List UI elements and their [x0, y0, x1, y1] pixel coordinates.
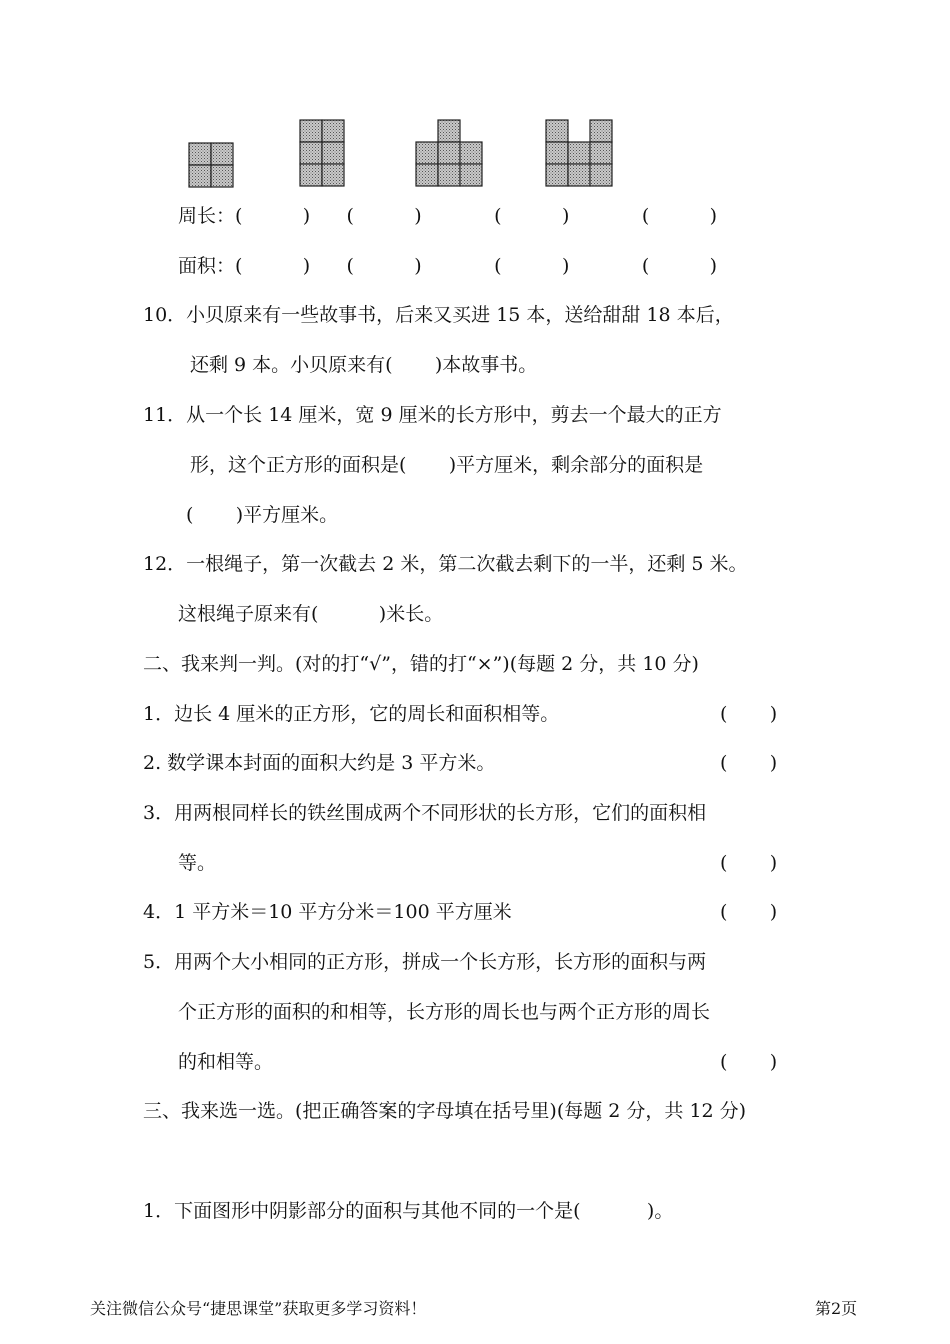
- area-row: 面积：( ) ( ) ( ) ( ): [178, 255, 718, 277]
- judge-5-answer-paren: ( ): [720, 1051, 778, 1073]
- grid-cell: [590, 120, 612, 142]
- judge-1: 1．边长 4 厘米的正方形，它的周长和面积相等。: [143, 703, 560, 725]
- grid-shape-1: [186, 140, 236, 190]
- judge-5-line-2: 个正方形的面积的和相等，长方形的周长也与两个正方形的周长: [178, 1001, 711, 1023]
- judge-3-answer-paren: ( ): [720, 852, 778, 874]
- perimeter-row: 周长：( ) ( ) ( ) ( ): [178, 205, 718, 227]
- grid-cell: [546, 164, 568, 186]
- grid-cell: [590, 164, 612, 186]
- grid-cell: [300, 164, 322, 186]
- grid-cell: [590, 142, 612, 164]
- judge-5-line-3: 的和相等。: [178, 1051, 274, 1073]
- grid-cell: [300, 142, 322, 164]
- footer-note: 关注微信公众号“捷思课堂”获取更多学习资料！: [90, 1299, 427, 1318]
- question-12-line-1: 12．一根绳子，第一次截去 2 米，第二次截去剩下的一半，还剩 5 米。: [143, 553, 748, 575]
- grid-shape-3: [413, 117, 485, 189]
- grid-cell: [300, 120, 322, 142]
- judge-1-answer-paren: ( ): [720, 703, 778, 725]
- grid-cell: [438, 164, 460, 186]
- grid-cell: [460, 164, 482, 186]
- grid-cell: [322, 142, 344, 164]
- grid-cell: [322, 120, 344, 142]
- choice-1: 1．下面图形中阴影部分的面积与其他不同的一个是( )。: [143, 1200, 674, 1222]
- grid-cell: [568, 164, 590, 186]
- judge-4-answer-paren: ( ): [720, 901, 778, 923]
- judge-2-answer-paren: ( ): [720, 752, 778, 774]
- judge-3-line-2: 等。: [178, 852, 217, 874]
- grid-cell: [211, 165, 233, 187]
- section-2-heading: 二、我来判一判。(对的打“√”，错的打“×”)(每题 2 分，共 10 分): [143, 653, 699, 675]
- judge-4: 4．1 平方米＝10 平方分米＝100 平方厘米: [143, 901, 512, 923]
- grid-shape-4: [543, 117, 615, 189]
- section-3-heading: 三、我来选一选。(把正确答案的字母填在括号里)(每题 2 分，共 12 分): [143, 1100, 747, 1122]
- question-11-line-2: 形，这个正方形的面积是( )平方厘米，剩余部分的面积是: [190, 454, 704, 476]
- grid-cell: [416, 164, 438, 186]
- question-10-line-2: 还剩 9 本。小贝原来有( )本故事书。: [190, 354, 538, 376]
- question-11-line-3: ( )平方厘米。: [186, 504, 339, 526]
- grid-cell: [546, 120, 568, 142]
- question-12-line-2: 这根绳子原来有( )米长。: [178, 603, 444, 625]
- grid-cell: [189, 165, 211, 187]
- page-number: 第2页: [815, 1299, 858, 1318]
- grid-cell: [568, 142, 590, 164]
- judge-3-line-1: 3．用两根同样长的铁丝围成两个不同形状的长方形，它们的面积相: [143, 802, 707, 824]
- grid-cell: [189, 143, 211, 165]
- grid-cell: [211, 143, 233, 165]
- grid-cell: [546, 142, 568, 164]
- question-10-line-1: 10．小贝原来有一些故事书，后来又买进 15 本，送给甜甜 18 本后，: [143, 304, 734, 326]
- grid-shape-2: [297, 117, 347, 189]
- grid-cell: [460, 142, 482, 164]
- grid-cell: [416, 142, 438, 164]
- judge-5-line-1: 5．用两个大小相同的正方形，拼成一个长方形，长方形的面积与两: [143, 951, 707, 973]
- question-11-line-1: 11．从一个长 14 厘米，宽 9 厘米的长方形中，剪去一个最大的正方: [143, 404, 722, 426]
- grid-cell: [322, 164, 344, 186]
- judge-2: 2. 数学课本封面的面积大约是 3 平方米。: [143, 752, 496, 774]
- grid-cell: [438, 120, 460, 142]
- grid-cell: [438, 142, 460, 164]
